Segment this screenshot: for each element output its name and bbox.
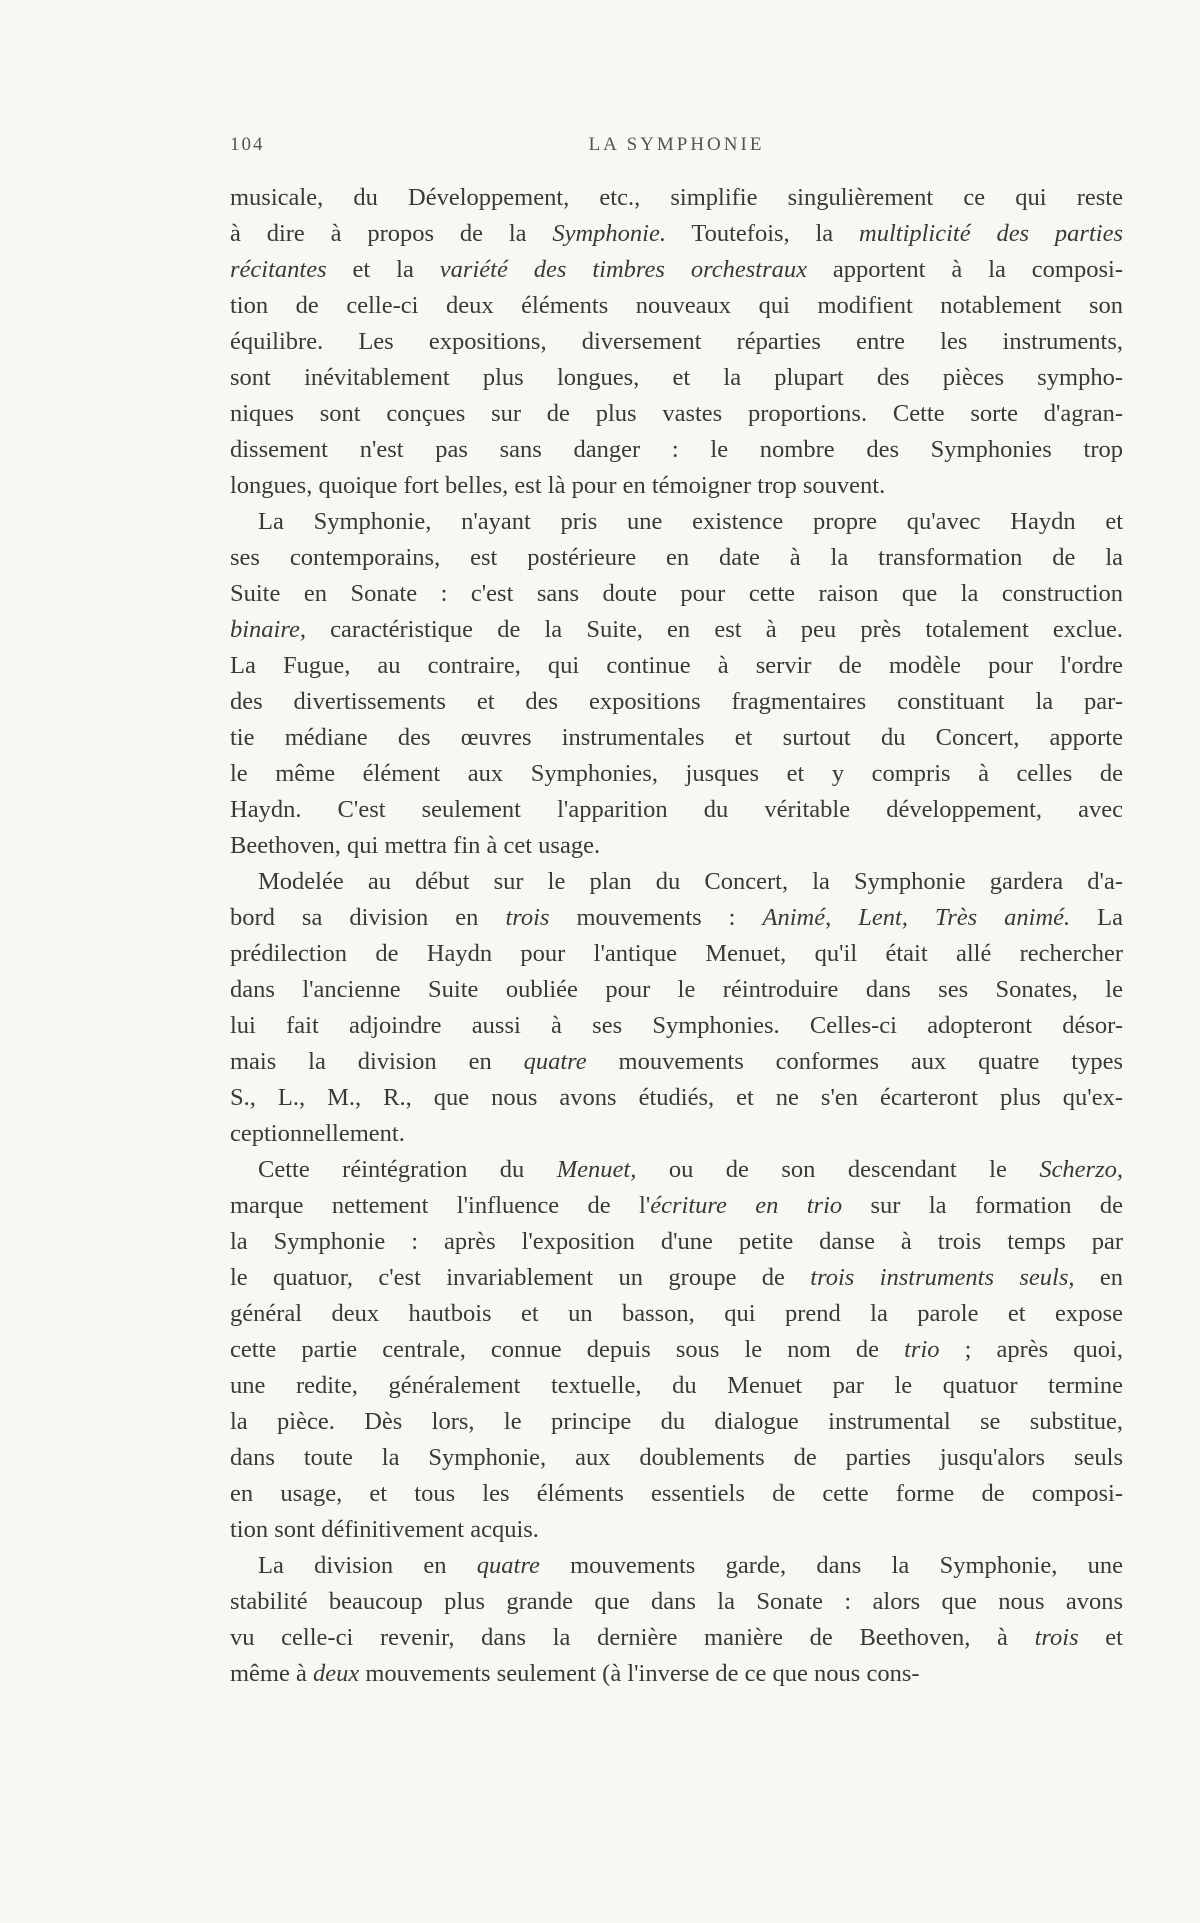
- text-run: équilibre. Les expositions, diversement réparties entre les instruments,: [230, 328, 1123, 355]
- text-line: [230, 1368, 1123, 1404]
- text-run: Modelée au début sur le plan du Concert, la Symphonie gardera d'a-: [258, 868, 1123, 895]
- italic-text: trois: [505, 904, 550, 931]
- text-run: mouvements garde, dans la Symphonie, une: [539, 1552, 1123, 1579]
- italic-text: Animé, Lent, Très animé.: [762, 904, 1071, 931]
- text-run: La: [1070, 904, 1124, 931]
- page-header: [230, 130, 1123, 164]
- text-line: [230, 1260, 1123, 1296]
- book-page: [230, 130, 1123, 1692]
- text-line: [230, 216, 1123, 252]
- text-line: [230, 864, 1123, 900]
- text-line: [230, 1116, 1123, 1152]
- text-run: niques sont conçues sur de plus vastes proportions. Cette sorte d'agran-: [230, 400, 1123, 427]
- text-run: Cette réintégration du: [258, 1156, 557, 1183]
- text-run: en usage, et tous les éléments essentiels de cette forme de composi-: [230, 1480, 1123, 1507]
- text-run: longues, quoique fort belles, est là pour en témoigner trop souvent.: [230, 472, 886, 499]
- text-line: [230, 792, 1123, 828]
- text-line: [230, 1440, 1123, 1476]
- paragraph: [230, 864, 1123, 1152]
- text-run: Beethoven, qui mettra fin à cet usage.: [230, 832, 601, 859]
- text-run: lui fait adjoindre aussi à ses Symphonies. Celles-ci adopteront désor-: [230, 1012, 1123, 1039]
- text-line: [230, 1404, 1123, 1440]
- text-line: [230, 972, 1123, 1008]
- text-run: bord sa division en: [230, 904, 506, 931]
- text-line: [230, 1224, 1123, 1260]
- text-line: [230, 1080, 1123, 1116]
- text-run: apportent à la composi-: [807, 256, 1123, 283]
- text-line: [230, 1044, 1123, 1080]
- text-line: [230, 1332, 1123, 1368]
- text-line: [230, 180, 1123, 216]
- text-line: [230, 396, 1123, 432]
- text-run: mouvements seulement (à l'inverse de ce que nous cons-: [359, 1660, 920, 1687]
- italic-text: variété des timbres orchestraux: [439, 256, 807, 283]
- italic-text: multiplicité des parties: [859, 220, 1123, 247]
- text-run: même à: [230, 1660, 313, 1687]
- text-line: [230, 1620, 1123, 1656]
- text-line: [230, 468, 1123, 504]
- text-line: [230, 1656, 1123, 1692]
- text-line: [230, 684, 1123, 720]
- text-line: [230, 648, 1123, 684]
- text-line: [230, 828, 1123, 864]
- text-run: sont inévitablement plus longues, et la plupart des pièces sympho-: [230, 364, 1123, 391]
- italic-text: récitantes: [230, 256, 327, 283]
- text-line: [230, 360, 1123, 396]
- text-line: [230, 288, 1123, 324]
- text-line: [230, 936, 1123, 972]
- text-run: ou de son descendant le: [636, 1156, 1040, 1183]
- text-line: [230, 252, 1123, 288]
- text-run: La division en: [258, 1552, 477, 1579]
- text-run: caractéristique de la Suite, en est à peu près totalement exclue.: [306, 616, 1123, 643]
- italic-text: Scherzo,: [1039, 1156, 1124, 1183]
- italic-text: trio: [904, 1336, 940, 1363]
- text-run: mouvements conformes aux quatre types: [586, 1048, 1123, 1075]
- italic-text: Symphonie.: [552, 220, 666, 247]
- text-run: et: [1078, 1624, 1123, 1651]
- text-run: Suite en Sonate : c'est sans doute pour cette raison que la construction: [230, 580, 1123, 607]
- text-line: [230, 612, 1123, 648]
- text-line: [230, 720, 1123, 756]
- text-run: à dire à propos de la: [230, 220, 553, 247]
- text-line: [230, 540, 1123, 576]
- text-line: [230, 1584, 1123, 1620]
- italic-text: binaire,: [230, 616, 306, 643]
- text-line: [230, 324, 1123, 360]
- paragraph: [230, 180, 1123, 504]
- page-number: 104: [230, 134, 265, 155]
- body-text: [230, 180, 1123, 1692]
- text-line: [230, 900, 1123, 936]
- text-run: et la: [326, 256, 440, 283]
- paragraph: [230, 1152, 1123, 1548]
- text-run: musicale, du Développement, etc., simplifie singulièrement ce qui reste: [230, 184, 1123, 211]
- text-line: [230, 1296, 1123, 1332]
- text-run: dans toute la Symphonie, aux doublements de parties jusqu'alors seuls: [230, 1444, 1123, 1471]
- text-run: stabilité beaucoup plus grande que dans la Sonate : alors que nous avons: [230, 1588, 1123, 1615]
- text-run: marque nettement l'influence de l': [230, 1192, 651, 1219]
- text-run: sur la formation de: [842, 1192, 1123, 1219]
- text-run: la Symphonie : après l'exposition d'une petite danse à trois temps par: [230, 1228, 1123, 1255]
- italic-text: trois instruments seuls,: [810, 1264, 1075, 1291]
- italic-text: quatre: [523, 1048, 587, 1075]
- italic-text: trois: [1034, 1624, 1079, 1651]
- text-line: [230, 576, 1123, 612]
- italic-text: quatre: [476, 1552, 540, 1579]
- paragraph: [230, 504, 1123, 864]
- text-run: vu celle-ci revenir, dans la dernière manière de Beethoven, à: [230, 1624, 1035, 1651]
- italic-text: écriture en trio: [650, 1192, 843, 1219]
- text-run: le quatuor, c'est invariablement un groupe de: [230, 1264, 811, 1291]
- text-run: Toutefois, la: [665, 220, 860, 247]
- text-run: prédilection de Haydn pour l'antique Menuet, qu'il était allé rechercher: [230, 940, 1123, 967]
- running-head: LA SYMPHONIE: [588, 134, 765, 155]
- text-run: S., L., M., R., que nous avons étudiés, et ne s'en écarteront plus qu'ex-: [230, 1084, 1123, 1111]
- text-run: tion de celle-ci deux éléments nouveaux qui modifient notablement son: [230, 292, 1123, 319]
- text-line: [230, 1188, 1123, 1224]
- text-run: tie médiane des œuvres instrumentales et surtout du Concert, apporte: [230, 724, 1123, 751]
- text-line: [230, 1152, 1123, 1188]
- text-run: la pièce. Dès lors, le principe du dialogue instrumental se substitue,: [230, 1408, 1123, 1435]
- text-run: des divertissements et des expositions fragmentaires constituant la par-: [230, 688, 1123, 715]
- text-run: La Symphonie, n'ayant pris une existence propre qu'avec Haydn et: [258, 508, 1123, 535]
- italic-text: Menuet,: [556, 1156, 637, 1183]
- paragraph: [230, 1548, 1123, 1692]
- text-run: tion sont définitivement acquis.: [230, 1516, 539, 1543]
- text-run: ; après quoi,: [939, 1336, 1123, 1363]
- text-line: [230, 756, 1123, 792]
- text-run: mais la division en: [230, 1048, 524, 1075]
- text-run: cette partie centrale, connue depuis sous le nom de: [230, 1336, 905, 1363]
- text-run: La Fugue, au contraire, qui continue à servir de modèle pour l'ordre: [230, 652, 1123, 679]
- text-run: dissement n'est pas sans danger : le nombre des Symphonies trop: [230, 436, 1123, 463]
- text-line: [230, 504, 1123, 540]
- text-line: [230, 432, 1123, 468]
- text-run: général deux hautbois et un basson, qui prend la parole et expose: [230, 1300, 1123, 1327]
- text-run: ses contemporains, est postérieure en date à la transformation de la: [230, 544, 1123, 571]
- text-line: [230, 1476, 1123, 1512]
- text-run: Haydn. C'est seulement l'apparition du véritable développement, avec: [230, 796, 1123, 823]
- text-run: une redite, généralement textuelle, du Menuet par le quatuor termine: [230, 1372, 1123, 1399]
- italic-text: deux: [313, 1660, 360, 1687]
- text-run: dans l'ancienne Suite oubliée pour le réintroduire dans ses Sonates, le: [230, 976, 1123, 1003]
- text-run: en: [1074, 1264, 1123, 1291]
- text-run: le même élément aux Symphonies, jusques et y compris à celles de: [230, 760, 1123, 787]
- text-line: [230, 1008, 1123, 1044]
- text-line: [230, 1548, 1123, 1584]
- text-run: ceptionnellement.: [230, 1120, 405, 1147]
- text-line: [230, 1512, 1123, 1548]
- text-run: mouvements :: [549, 904, 763, 931]
